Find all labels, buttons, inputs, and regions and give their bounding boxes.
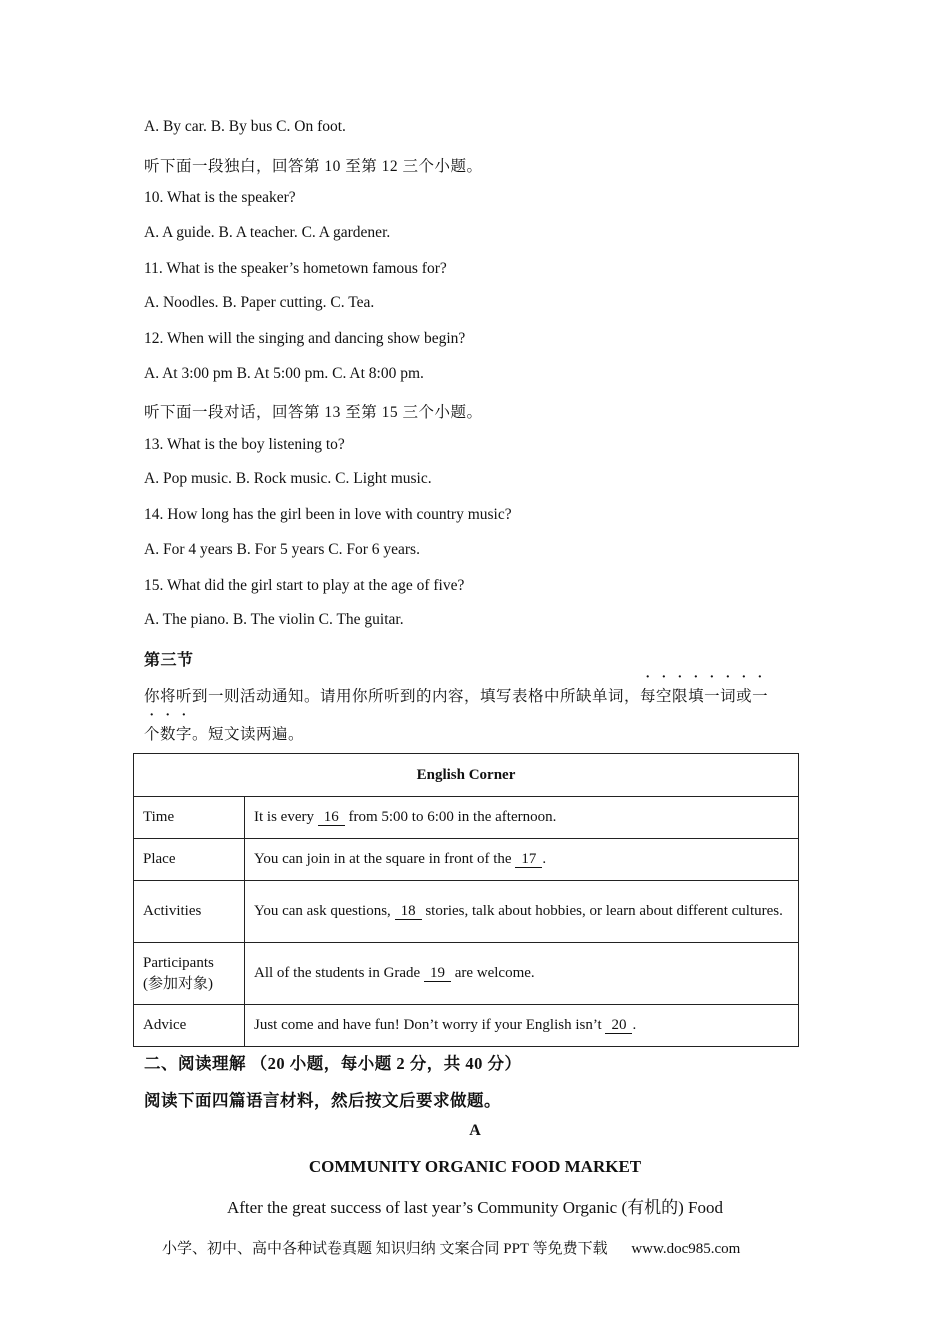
part2-instruction: 阅读下面四篇语言材料，然后按文后要求做题。 — [144, 1091, 501, 1110]
instruction-text: 你将听到一则活动通知。请用你所听到的内容，填写表格中所缺单词， — [144, 688, 641, 705]
table-row — [134, 881, 799, 943]
section3-instruction-line1 — [144, 684, 768, 706]
table-row — [134, 797, 799, 839]
answer-blank: 20 — [605, 1018, 632, 1034]
q15-question: 15. What did the girl start to play at the age of five? — [144, 577, 465, 594]
footer-website-link[interactable]: www.doc985.com — [631, 1241, 741, 1257]
q14-question: 14. How long has the girl been in love with country music? — [144, 506, 512, 523]
footer-text: 小学、初中、高中各种试卷真题 知识归纳 文案合同 PPT 等免费下载 — [162, 1241, 608, 1257]
answer-blank: 17 — [515, 852, 542, 868]
table-row — [134, 943, 799, 1005]
dotted-11: 字 — [176, 726, 193, 743]
q13-question: 13. What is the boy listening to? — [144, 436, 345, 453]
answer-blank: 16 — [318, 810, 345, 826]
row-content: All of the students in Grade 19 are welcome. — [245, 943, 799, 1005]
q13-options: A. Pop music. B. Rock music. C. Light music. — [144, 470, 432, 487]
table-row — [134, 1005, 799, 1047]
section3-title: 第三节 — [144, 652, 194, 669]
q11-question: 11. What is the speaker’s hometown famous for? — [144, 260, 447, 277]
answer-blank: 19 — [424, 966, 451, 982]
q12-question: 12. When will the singing and dancing show begin? — [144, 330, 466, 347]
q11-options: A. Noodles. B. Paper cutting. C. Tea. — [144, 294, 375, 311]
q12-options: A. At 3:00 pm B. At 5:00 pm. C. At 8:00 pm. — [144, 365, 424, 382]
row-label: Advice — [134, 1005, 245, 1047]
q9-options: A. By car. B. By bus C. On foot. — [144, 118, 346, 135]
dotted-9: 个 — [144, 726, 161, 743]
dotted-2: 空 — [656, 688, 673, 705]
row-content: Just come and have fun! Don’t worry if your English isn’t 20 . — [245, 1005, 799, 1047]
dotted-8: 一 — [752, 688, 769, 705]
dotted-10: 数 — [160, 726, 177, 743]
row-label: Place — [134, 839, 245, 881]
q10-options: A. A guide. B. A teacher. C. A gardener. — [144, 224, 391, 241]
english-corner-table — [133, 753, 799, 1047]
dotted-5: 一 — [704, 688, 721, 705]
table-row — [134, 839, 799, 881]
answer-blank: 18 — [395, 904, 422, 920]
row-content: You can ask questions, 18 stories, talk about hobbies, or learn about different cultures. — [245, 881, 799, 943]
dotted-6: 词 — [720, 688, 737, 705]
q15-options: A. The piano. B. The violin C. The guitar. — [144, 611, 404, 628]
q10-question: 10. What is the speaker? — [144, 189, 296, 206]
page-footer — [162, 1237, 740, 1258]
row-content: It is every 16 from 5:00 to 6:00 in the afternoon. — [245, 797, 799, 839]
row-label: Activities — [134, 881, 245, 943]
passage-letter: A — [469, 1122, 481, 1139]
row-content: You can join in at the square in front of the 17 . — [245, 839, 799, 881]
instruction-tail: 。短文读两遍。 — [192, 726, 305, 743]
table-title: English Corner — [134, 754, 799, 797]
passage-title: COMMUNITY ORGANIC FOOD MARKET — [308, 1157, 642, 1176]
q14-options: A. For 4 years B. For 5 years C. For 6 years. — [144, 541, 420, 558]
part2-heading: 二、阅读理解 （20 小题，每小题 2 分，共 40 分） — [144, 1054, 522, 1073]
instruction-dialogue: 听下面一段对话，回答第 13 至第 15 三个小题。 — [144, 404, 483, 421]
dotted-7: 或 — [736, 688, 753, 705]
dotted-3: 限 — [672, 688, 689, 705]
row-label: Participants (参加对象) — [134, 943, 245, 1005]
dotted-1: 每 — [640, 688, 657, 705]
instruction-monologue: 听下面一段独白，回答第 10 至第 12 三个小题。 — [144, 158, 483, 175]
row-label: Time — [134, 797, 245, 839]
passage-first-line: After the great success of last year’s Community Organic (有机的) Food — [226, 1198, 724, 1217]
dotted-4: 填 — [688, 688, 705, 705]
section3-instruction-line2 — [144, 722, 304, 744]
